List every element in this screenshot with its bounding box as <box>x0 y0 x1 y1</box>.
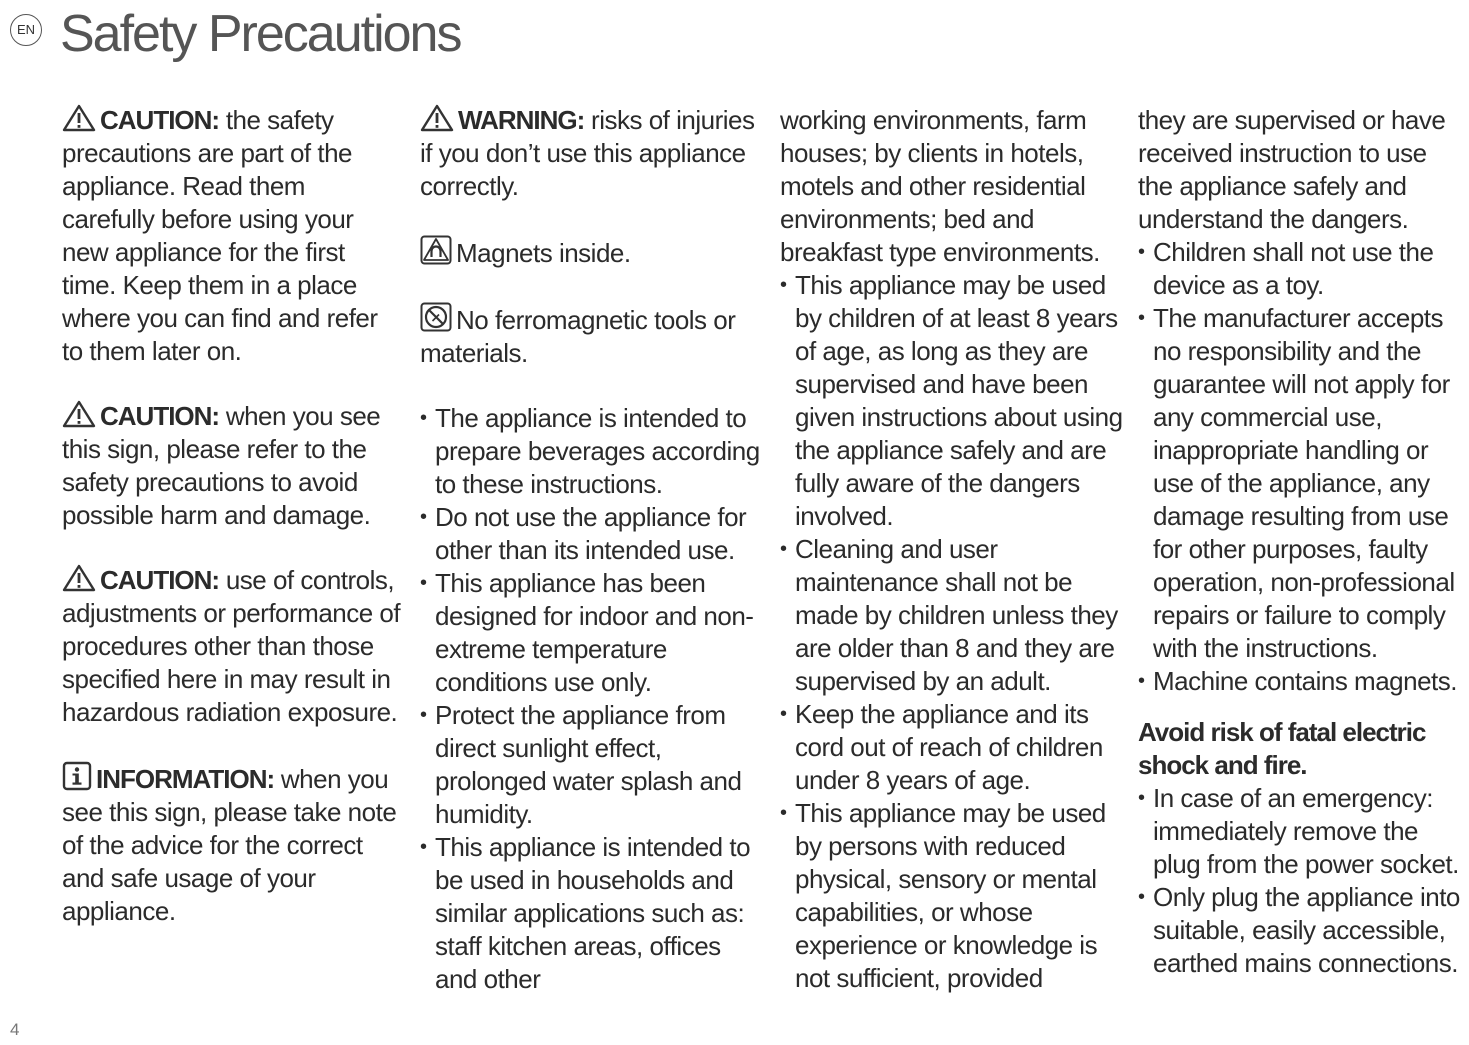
continued-paragraph: working environments, farm houses; by clients in hotels, motels and other residential environments; bed and breakfast type environments. <box>780 105 1100 267</box>
caution-text: when you see this sign, please refer to the safety precautions to avoid possible harm and damage. <box>62 401 381 530</box>
no-tools-icon <box>420 302 452 332</box>
caution-notice-2 <box>62 400 402 532</box>
warning-triangle-icon <box>62 564 96 592</box>
information-icon <box>62 761 92 791</box>
list-item: • Machine contains magnets. <box>1138 665 1466 698</box>
list-item: • Do not use the appliance for other than its intended use. <box>420 501 760 567</box>
responsibility-bullet-list <box>1138 236 1466 698</box>
continued-paragraph: they are supervised or have received instruction to use the appliance safely and understand the dangers. <box>1138 105 1446 234</box>
caution-keyword: CAUTION: <box>100 565 220 595</box>
column-3 <box>780 104 1125 995</box>
language-badge: EN <box>10 14 42 46</box>
magnet-warning-icon <box>420 235 452 265</box>
list-item: • In case of an emergency: immediately remove the plug from the power socket. <box>1138 782 1466 881</box>
warning-triangle-icon <box>420 104 454 132</box>
list-item: • This appliance is intended to be used in households and similar applications such as: staff kitchen areas, offices and other <box>420 831 760 996</box>
usage-bullet-list <box>420 402 760 996</box>
column-1 <box>62 104 402 960</box>
column-4 <box>1138 104 1466 980</box>
magnets-text: Magnets inside. <box>456 238 631 268</box>
section-heading: Avoid risk of fatal electric shock and fire. <box>1138 717 1426 780</box>
no-tools-text: No ferromagnetic tools or materials. <box>420 305 736 368</box>
information-text: when you see this sign, please take note of the advice for the correct and safe usage of your appliance. <box>62 764 397 926</box>
information-notice <box>62 761 402 928</box>
children-bullet-list <box>780 269 1125 995</box>
electric-bullet-list <box>1138 782 1466 980</box>
warning-text: risks of injuries if you don’t use this appliance correctly. <box>420 105 755 201</box>
page-number: 4 <box>10 1020 20 1039</box>
caution-notice-1 <box>62 104 402 368</box>
warning-triangle-icon <box>62 104 96 132</box>
column-2 <box>420 104 760 996</box>
list-item: • This appliance has been designed for indoor and non-extreme temperature conditions use only. <box>420 567 760 699</box>
page-title: Safety Precautions <box>60 5 461 63</box>
list-item: • This appliance may be used by persons with reduced physical, sensory or mental capabilities, or whose experience or knowledge is not sufficient, provided <box>780 797 1125 995</box>
caution-notice-3 <box>62 564 402 729</box>
information-keyword: INFORMATION: <box>96 764 275 794</box>
warning-triangle-icon <box>62 400 96 428</box>
caution-keyword: CAUTION: <box>100 401 220 431</box>
list-item: • Children shall not use the device as a toy. <box>1138 236 1466 302</box>
caution-text: the safety precautions are part of the appliance. Read them carefully before using your new appliance for the first time. Keep them in a place where you can find and refer to them later on. <box>62 105 378 366</box>
list-item: • The manufacturer accepts no responsibility and the guarantee will not apply for any commercial use, inappropriate handling or use of the appliance, any damage resulting from use for other purposes, faulty operation, non-professional repairs or failure to comply with the instructions. <box>1138 302 1466 665</box>
list-item: • Only plug the appliance into suitable, easily accessible, earthed mains connections. <box>1138 881 1466 980</box>
list-item: • Protect the appliance from direct sunlight effect, prolonged water splash and humidity. <box>420 699 760 831</box>
warning-notice <box>420 104 760 203</box>
list-item: • Keep the appliance and its cord out of reach of children under 8 years of age. <box>780 698 1125 797</box>
list-item: • This appliance may be used by children of at least 8 years of age, as long as they are supervised and have been given instructions about using the appliance safely and are fully aware of the dangers involved. <box>780 269 1125 533</box>
magnets-notice <box>420 235 760 270</box>
caution-keyword: CAUTION: <box>100 105 220 135</box>
caution-text: use of controls, adjustments or performance of procedures other than those specified here in may result in hazardous radiation exposure. <box>62 565 401 727</box>
list-item: • The appliance is intended to prepare beverages according to these instructions. <box>420 402 760 501</box>
warning-keyword: WARNING: <box>458 105 585 135</box>
no-tools-notice <box>420 302 760 370</box>
list-item: • Cleaning and user maintenance shall not be made by children unless they are older than 8 and they are supervised by an adult. <box>780 533 1125 698</box>
